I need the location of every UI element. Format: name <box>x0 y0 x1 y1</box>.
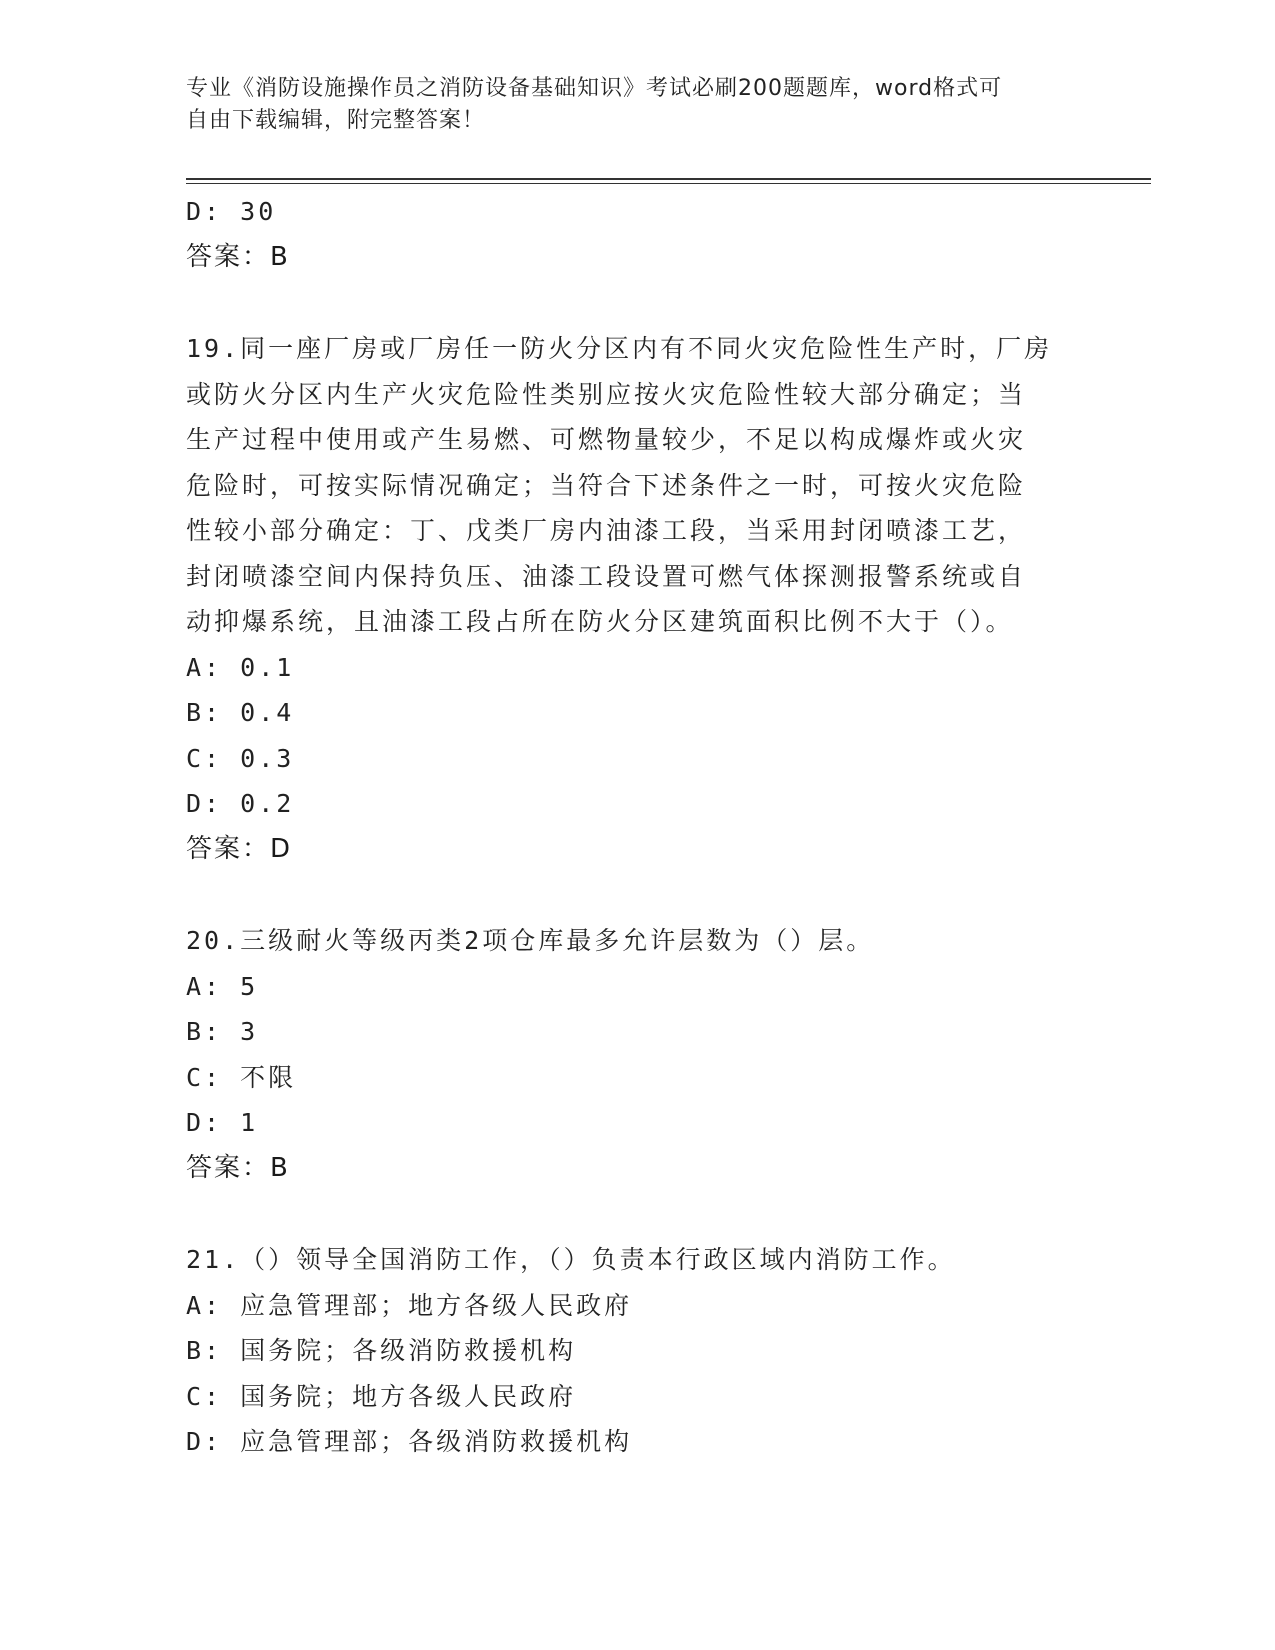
option-a: A: 应急管理部；地方各级人民政府 <box>186 1290 633 1320</box>
question-stem-line: 危险时，可按实际情况确定；当符合下述条件之一时，可按火灾危险 <box>186 470 1027 500</box>
option-a: A: 0.1 <box>186 652 295 682</box>
spacer <box>186 872 1066 918</box>
option-b: B: 3 <box>186 1017 259 1046</box>
option-d: D: 1 <box>186 1108 259 1137</box>
question-content <box>186 189 1066 1465</box>
answer: 答案：D <box>186 833 293 864</box>
answer: 答案：B <box>186 1152 290 1183</box>
question-20 <box>186 918 1066 1191</box>
question-stem-line: 动抑爆系统，且油漆工段占所在防火分区建筑面积比例不大于（）。 <box>186 607 1014 636</box>
option-d: D: 30 <box>186 197 277 226</box>
option-d: D: 0.2 <box>186 789 295 818</box>
question-stem-line: 19.同一座厂房或厂房任一防火分区内有不同火灾危险性生产时，厂房 <box>186 334 1053 363</box>
answer: 答案：B <box>186 241 290 272</box>
option-a: A: 5 <box>186 971 259 1001</box>
option-d: D: 应急管理部；各级消防救援机构 <box>186 1427 633 1456</box>
header-line-1: 专业《消防设施操作员之消防设备基础知识》考试必刷200题题库，word格式可 <box>186 76 1003 101</box>
header-divider <box>186 178 1151 184</box>
question-stem: 21.（）领导全国消防工作，（）负责本行政区域内消防工作。 <box>186 1245 956 1274</box>
question-stem-line: 封闭喷漆空间内保持负压、油漆工段设置可燃气体探测报警系统或自 <box>186 561 1027 591</box>
header-line-2: 自由下载编辑，附完整答案！ <box>186 108 486 133</box>
question-stem-line: 生产过程中使用或产生易燃、可燃物量较少，不足以构成爆炸或火灾 <box>186 425 1027 454</box>
question-19 <box>186 326 1066 872</box>
spacer <box>186 1191 1066 1237</box>
option-b: B: 国务院；各级消防救援机构 <box>186 1336 577 1365</box>
option-c: C: 不限 <box>186 1062 297 1092</box>
question-stem: 20.三级耐火等级丙类2项仓库最多允许层数为（）层。 <box>186 926 875 955</box>
option-b: B: 0.4 <box>186 698 295 727</box>
document-header <box>186 73 1066 137</box>
question-stem-line: 或防火分区内生产火灾危险性类别应按火灾危险性较大部分确定；当 <box>186 379 1027 409</box>
spacer <box>186 280 1066 326</box>
option-c: C: 0.3 <box>186 743 295 773</box>
question-21 <box>186 1237 1066 1465</box>
option-c: C: 国务院；地方各级人民政府 <box>186 1381 577 1411</box>
question-stem-line: 性较小部分确定：丁、戊类厂房内油漆工段，当采用封闭喷漆工艺， <box>186 516 1027 545</box>
